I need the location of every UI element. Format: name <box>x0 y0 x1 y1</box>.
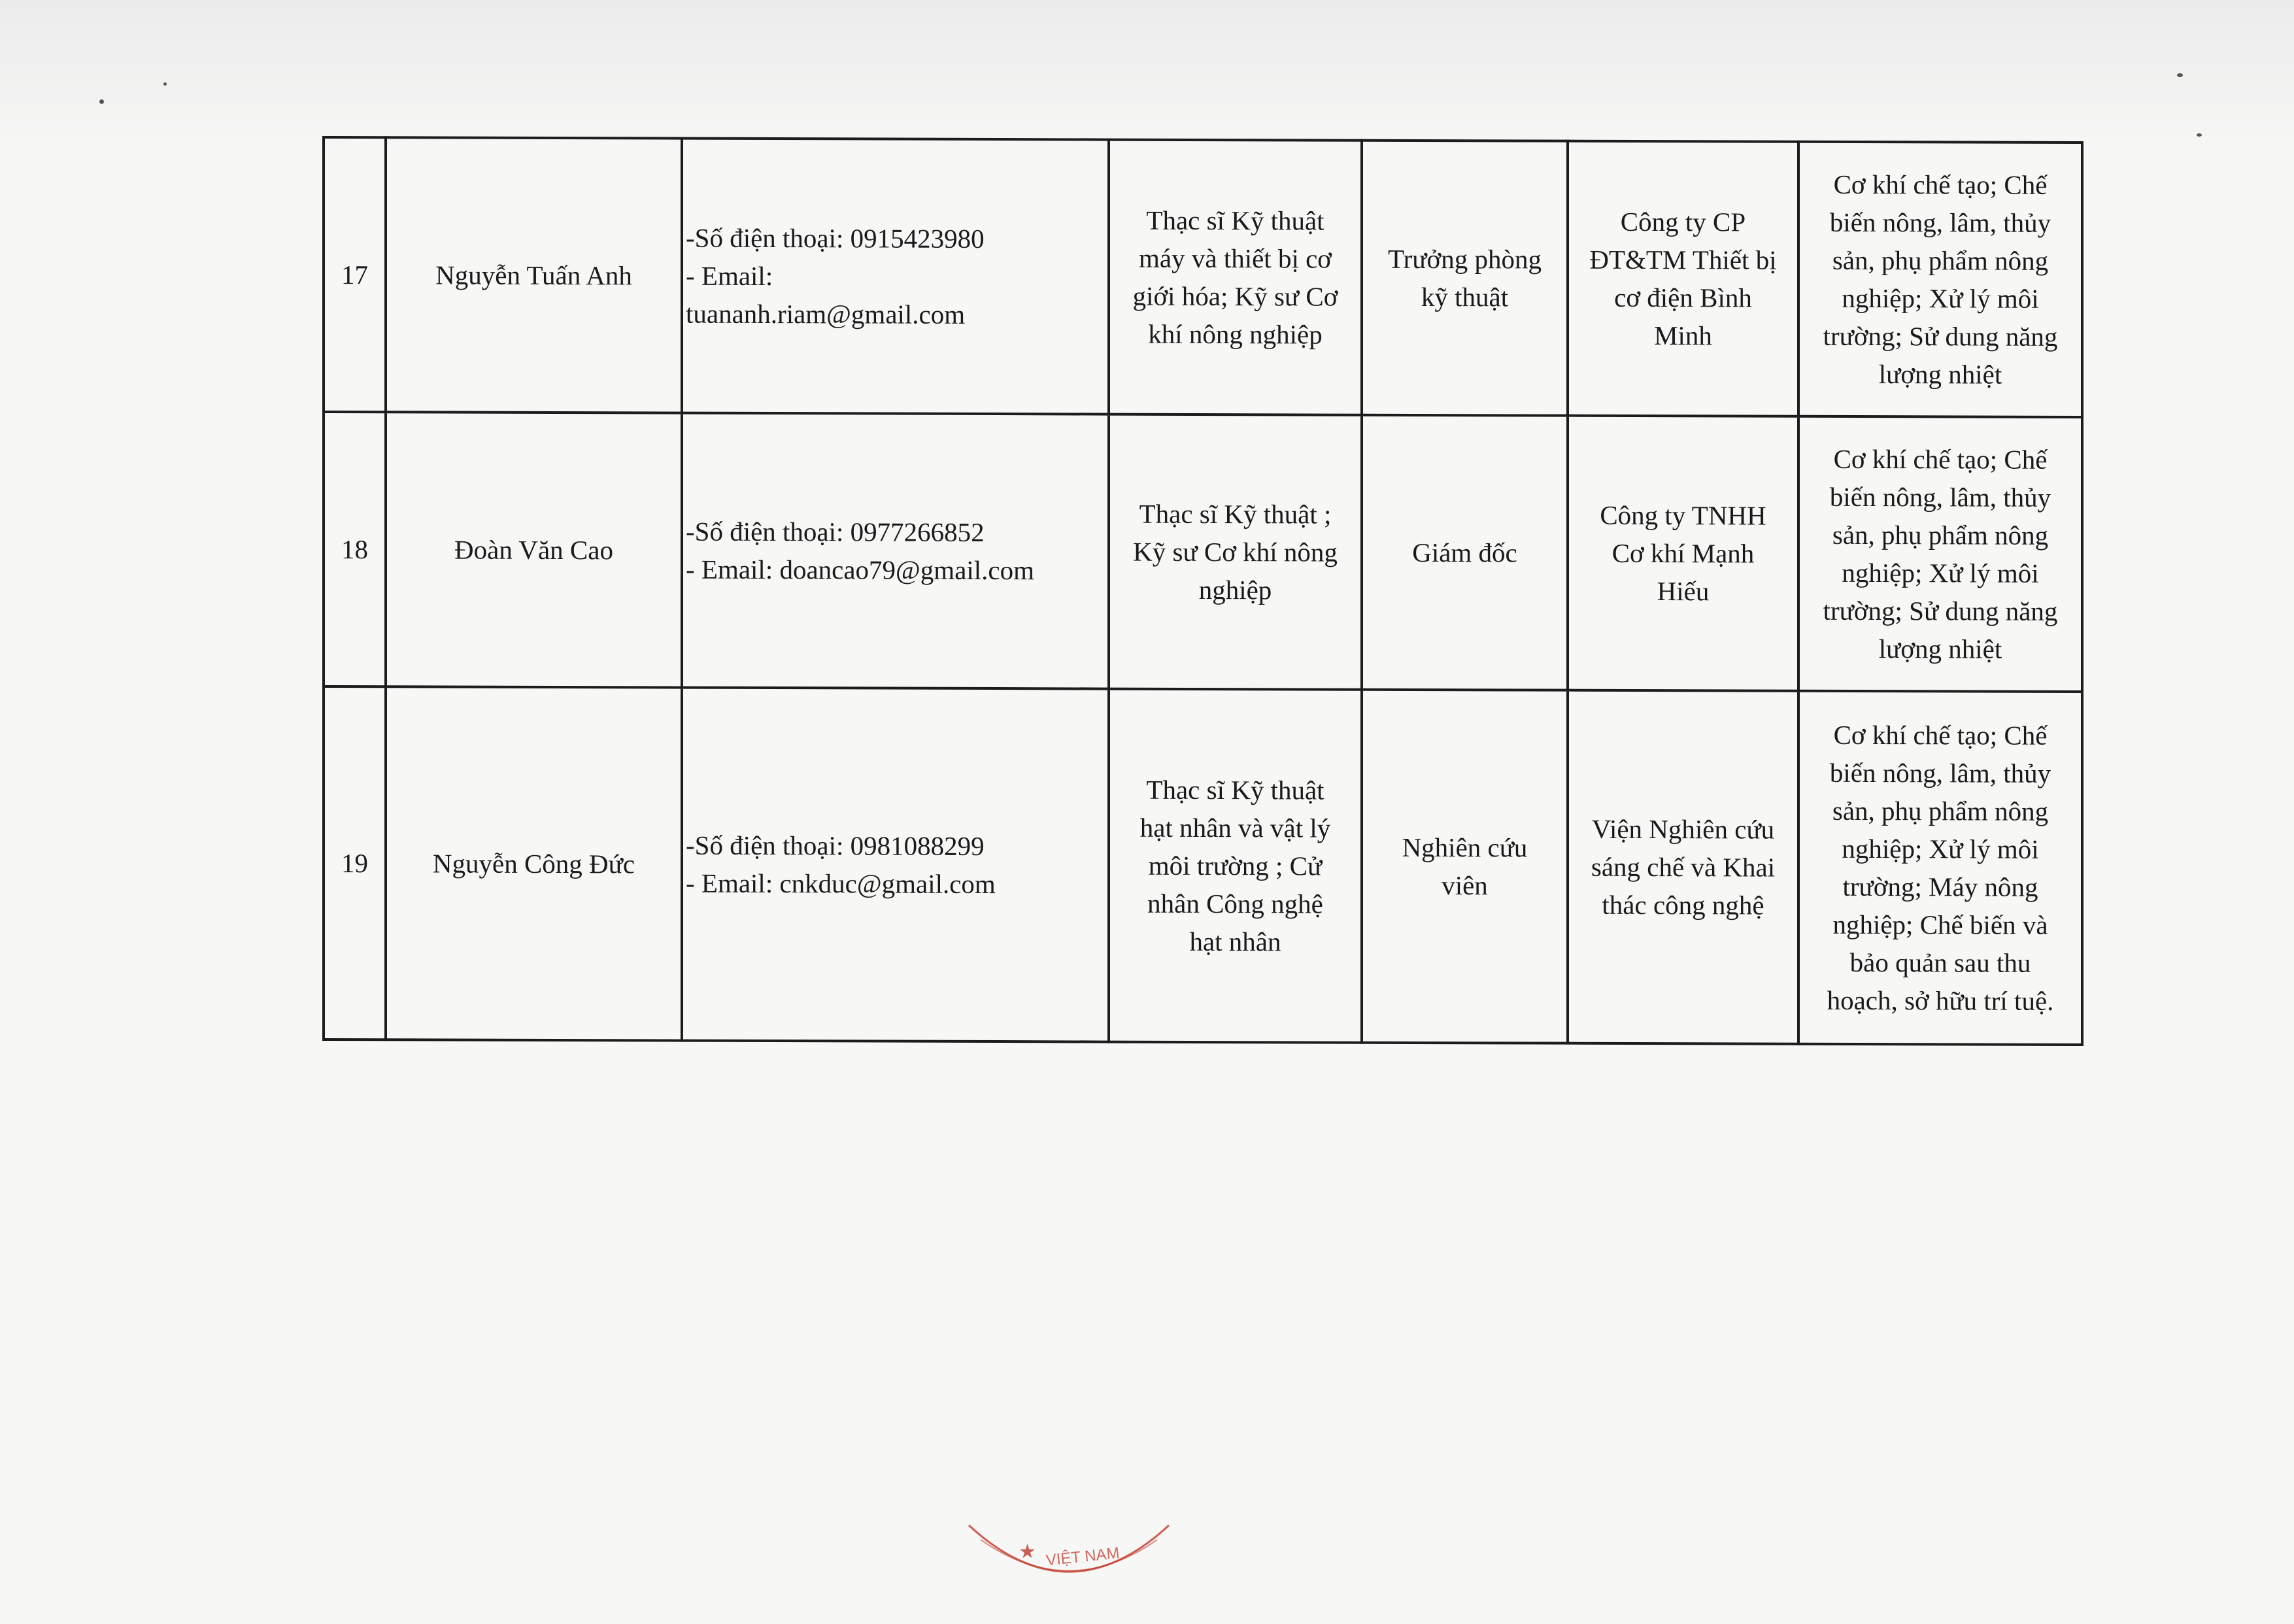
email-line: - Email: cnkduc@gmail.com <box>686 868 996 900</box>
email-label-line: - Email: <box>686 260 773 292</box>
table-row <box>324 412 2082 692</box>
scan-speck <box>99 99 104 104</box>
organization-cell: Viện Nghiên cứu sáng chế và Khai thác công nghệ <box>1568 690 1798 1044</box>
name-cell: Nguyễn Công Đức <box>386 686 682 1040</box>
svg-text:★: ★ <box>1019 1541 1036 1563</box>
fields-cell: Cơ khí chế tạo; Chế biến nông, lâm, thủy sản, phụ phẩm nông nghiệp; Xử lý môi trường; Sử dung năng lượng nhiệt <box>1798 142 2082 417</box>
scan-shadow <box>0 0 2294 150</box>
organization-cell: Công ty TNHH Cơ khí Mạnh Hiếu <box>1568 416 1798 691</box>
name-cell: Đoàn Văn Cao <box>386 412 682 687</box>
scan-speck <box>2197 133 2202 137</box>
row-number-cell: 19 <box>324 686 386 1040</box>
degree-cell: Thạc sĩ Kỹ thuật máy và thiết bị cơ giới hóa; Kỹ sư Cơ khí nông nghiệp <box>1109 140 1362 415</box>
contact-cell <box>682 413 1109 689</box>
contact-cell <box>682 688 1109 1042</box>
phone-line: -Số điện thoại: 0981088299 <box>686 830 985 862</box>
scan-speck <box>2177 73 2183 77</box>
email-line: tuananh.riam@gmail.com <box>686 298 966 330</box>
degree-cell: Thạc sĩ Kỹ thuật ; Kỹ sư Cơ khí nông nghiệp <box>1109 414 1362 690</box>
organization-cell: Công ty CP ĐT&TM Thiết bị cơ điện Bình Minh <box>1568 141 1798 416</box>
phone-line: -Số điện thoại: 0977266852 <box>686 516 985 548</box>
position-cell: Giám đốc <box>1362 415 1568 690</box>
contact-cell <box>682 139 1109 414</box>
fields-cell: Cơ khí chế tạo; Chế biến nông, lâm, thủy sản, phụ phẩm nông nghiệp; Xử lý môi trường; Máy nông nghiệp; Chế biến và bảo quản sau thu hoạch, sở hữu trí tuệ. <box>1798 691 2082 1045</box>
expert-table <box>322 136 2083 1046</box>
scan-speck <box>163 82 167 86</box>
email-line: - Email: doancao79@gmail.com <box>686 554 1035 586</box>
position-cell: Nghiên cứu viên <box>1362 690 1568 1043</box>
red-seal-stamp <box>961 1520 1177 1612</box>
degree-cell: Thạc sĩ Kỹ thuật hạt nhân và vật lý môi trường ; Cử nhân Công nghệ hạt nhân <box>1109 689 1362 1043</box>
table-row <box>324 137 2082 417</box>
name-cell: Nguyễn Tuấn Anh <box>386 137 682 413</box>
position-cell: Trưởng phòng kỹ thuật <box>1362 141 1568 416</box>
svg-text:VIỆT NAM: VIỆT NAM <box>1045 1544 1121 1570</box>
table-row <box>324 686 2082 1045</box>
row-number-cell: 18 <box>324 412 386 686</box>
row-number-cell: 17 <box>324 137 386 412</box>
phone-line: -Số điện thoại: 0915423980 <box>686 222 985 254</box>
fields-cell: Cơ khí chế tạo; Chế biến nông, lâm, thủy sản, phụ phẩm nông nghiệp; Xử lý môi trường; Sử dung năng lượng nhiệt <box>1798 416 2082 692</box>
